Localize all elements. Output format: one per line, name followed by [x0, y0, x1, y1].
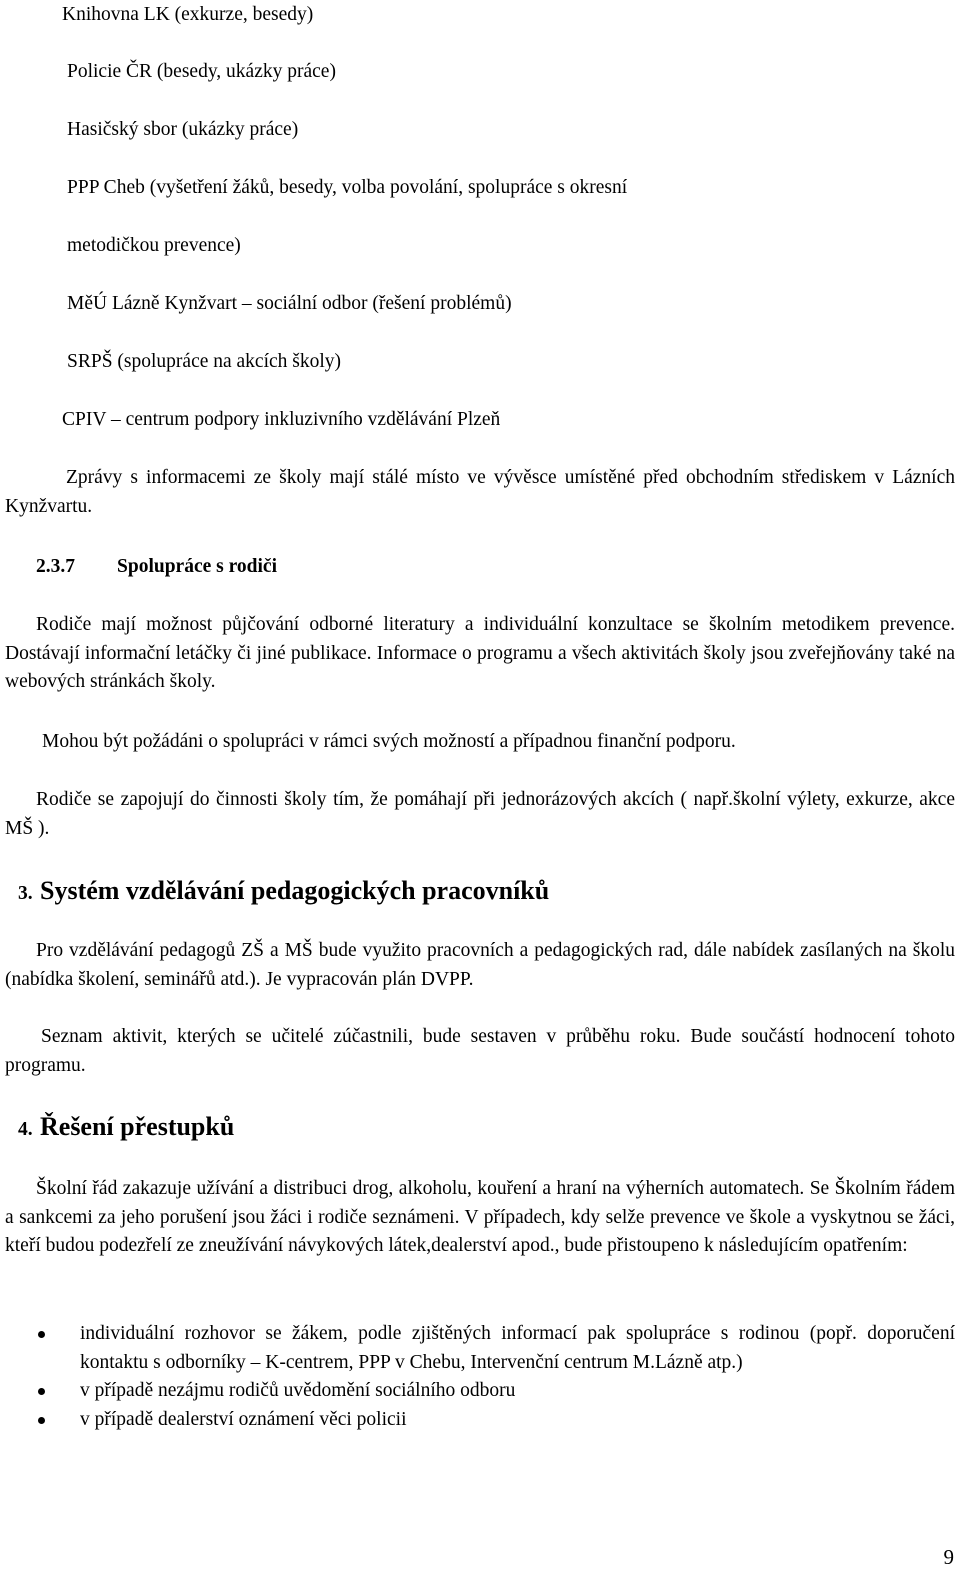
section-4-title: Řešení přestupků	[40, 1112, 235, 1141]
section-3-heading	[18, 876, 549, 906]
bullet-icon	[38, 1388, 45, 1395]
partner-item: metodičkou prevence)	[67, 235, 241, 256]
partner-item: SRPŠ (spolupráce na akcích školy)	[67, 351, 342, 372]
measures-list	[0, 1320, 955, 1435]
section-237-number: 2.3.7	[36, 556, 75, 577]
section-3-paragraph-2: Seznam aktivit, kterých se učitelé zúčastnili, bude sestaven v průběhu roku. Bude součástí hodnocení tohoto programu.	[5, 1026, 955, 1076]
partner-item: Knihovna LK (exkurze, besedy)	[62, 4, 314, 25]
section-3-paragraph-1: Pro vzdělávání pedagogů ZŠ a MŠ bude využito pracovních a pedagogických rad, dále nabídek zasílaných na školu (nabídka školení, seminářů atd.). Je vypracován plán DVPP.	[5, 940, 955, 990]
list-item: v případě nezájmu rodičů uvědomění sociálního odboru	[0, 1377, 955, 1406]
partner-item: Policie ČR (besedy, ukázky práce)	[67, 61, 336, 82]
section-237-title: Spolupráce s rodiči	[117, 556, 277, 577]
partner-item: PPP Cheb (vyšetření žáků, besedy, volba povolání, spolupráce s okresní	[67, 177, 628, 198]
bullet-icon	[38, 1417, 45, 1424]
news-paragraph: Zprávy s informacemi ze školy mají stálé místo ve vývěsce umístěné před obchodním střediskem v Lázních Kynžvartu.	[5, 467, 955, 517]
section-4-number: 4.	[18, 1119, 33, 1140]
page-number: 9	[943, 1545, 954, 1569]
section-4-paragraph-1: Školní řád zakazuje užívání a distribuci drog, alkoholu, kouření a hraní na výherních automatech. Se Školním řádem a sankcemi za jeho porušení jsou žáci i rodiče seznámeni. V případech, kdy selže prevence ve škole a vyskytnou se žáci, kteří budou podezřelí ze zneužívání návykových látek,dealerství apod., bude přistoupeno k následujícím opatřením:	[5, 1178, 955, 1257]
section-3-number: 3.	[18, 883, 33, 904]
section-237-paragraph-2: Mohou být požádáni o spolupráci v rámci svých možností a případnou finanční podporu.	[42, 731, 736, 752]
bullet-icon	[38, 1331, 45, 1338]
section-3-title: Systém vzdělávání pedagogických pracovníků	[40, 876, 550, 905]
section-237-paragraph-3: Rodiče se zapojují do činnosti školy tím, že pomáhají při jednorázových akcích ( např.školní výlety, exkurze, akce MŠ ).	[5, 789, 955, 839]
section-4-heading	[18, 1112, 234, 1142]
section-237-paragraph-1: Rodiče mají možnost půjčování odborné literatury a individuální konzultace se školním metodikem prevence. Dostávají informační letáčky či jiné publikace. Informace o programu a všech aktivitách školy jsou zveřejňovány také na webových stránkách školy.	[5, 614, 955, 693]
list-item: individuální rozhovor se žákem, podle zjištěných informací pak spolupráce s rodinou (popř. doporučení kontaktu s odborníky – K-centrem, PPP v Chebu, Intervenční centrum M.Lázně atp.)	[0, 1320, 955, 1377]
partner-item: MěÚ Lázně Kynžvart – sociální odbor (řešení problémů)	[67, 293, 512, 314]
partner-item: CPIV – centrum podpory inkluzivního vzdělávání Plzeň	[62, 409, 501, 430]
partner-item: Hasičský sbor (ukázky práce)	[67, 119, 299, 140]
section-237-heading	[5, 556, 277, 578]
list-item: v případě dealerství oznámení věci policii	[0, 1406, 955, 1435]
